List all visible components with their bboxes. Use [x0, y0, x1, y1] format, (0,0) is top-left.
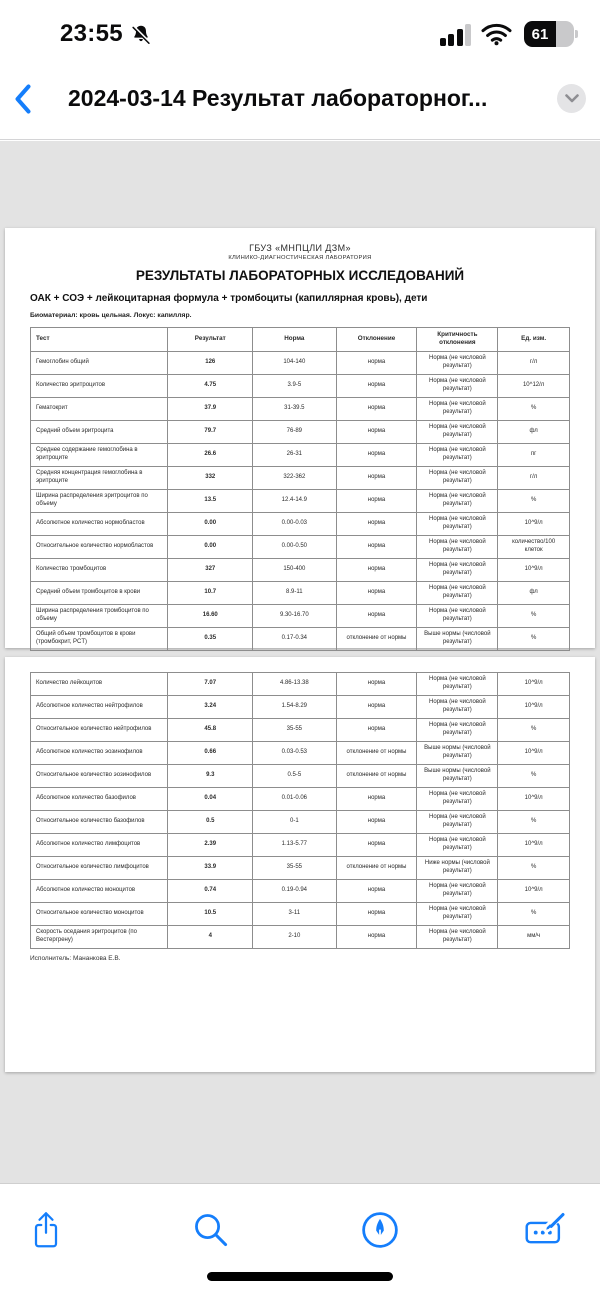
biomaterial-line: Биоматериал: кровь цельная. Локус: капилляр.: [30, 312, 192, 319]
cell-test: Количество лейкоцитов: [31, 673, 168, 696]
table-row: [31, 374, 570, 397]
cell-deviation: отклонение от нормы: [336, 765, 417, 788]
table-row: [31, 719, 570, 742]
cell-test: Скорость оседания эритроцитов (по Вестергрену): [31, 926, 168, 949]
cell-unit: %: [498, 397, 570, 420]
cell-norm: 35-55: [253, 719, 337, 742]
cell-criticality: Норма (не числовой результат): [417, 351, 498, 374]
lab-name: КЛИНИКО-ДИАГНОСТИЧЕСКАЯ ЛАБОРАТОРИЯ: [228, 255, 372, 261]
cell-norm: 322-362: [253, 466, 337, 489]
cell-norm: 0.00-0.03: [253, 512, 337, 535]
nav-bar: [0, 58, 600, 140]
col-norm: Норма: [253, 328, 337, 352]
cell-deviation: норма: [336, 903, 417, 926]
cell-criticality: Норма (не числовой результат): [417, 788, 498, 811]
cell-unit: %: [498, 903, 570, 926]
cell-result: 0.5: [168, 811, 253, 834]
cell-test: Средний объем тромбоцитов в крови: [31, 581, 168, 604]
cellular-signal-icon: [440, 23, 472, 46]
cell-criticality: Норма (не числовой результат): [417, 397, 498, 420]
col-deviation: Отклонение: [336, 328, 417, 352]
table-row: [31, 558, 570, 581]
cell-criticality: Норма (не числовой результат): [417, 903, 498, 926]
bottom-toolbar: [0, 1183, 600, 1300]
cell-unit: г/л: [498, 466, 570, 489]
cell-unit: %: [498, 811, 570, 834]
table-row: [31, 627, 570, 650]
cell-result: 26.6: [168, 443, 253, 466]
cell-norm: 0.17-0.34: [253, 627, 337, 650]
cell-result: 10.5: [168, 903, 253, 926]
table-row: [31, 397, 570, 420]
cell-test: Относительное количество нейтрофилов: [31, 719, 168, 742]
cell-deviation: норма: [336, 811, 417, 834]
table-row: [31, 742, 570, 765]
cell-test: Абсолютное количество нейтрофилов: [31, 696, 168, 719]
signature-icon: [524, 1212, 568, 1248]
cell-result: 7.07: [168, 673, 253, 696]
cell-unit: 10^9/л: [498, 788, 570, 811]
cell-unit: %: [498, 604, 570, 627]
share-icon: [31, 1211, 61, 1249]
back-button[interactable]: [14, 77, 50, 121]
cell-norm: 8.9-11: [253, 581, 337, 604]
cell-criticality: Выше нормы (числовой результат): [417, 627, 498, 650]
cell-deviation: норма: [336, 558, 417, 581]
signature-button[interactable]: [518, 1202, 574, 1258]
table-row: [31, 880, 570, 903]
battery-percent: 61: [524, 21, 556, 47]
cell-norm: 0.5-5: [253, 765, 337, 788]
cell-deviation: отклонение от нормы: [336, 627, 417, 650]
cell-deviation: норма: [336, 604, 417, 627]
cell-unit: %: [498, 719, 570, 742]
cell-deviation: норма: [336, 489, 417, 512]
cell-unit: мм/ч: [498, 926, 570, 949]
cell-deviation: норма: [336, 466, 417, 489]
table-row: [31, 765, 570, 788]
share-button[interactable]: [18, 1202, 74, 1258]
table-row: [31, 604, 570, 627]
status-bar: [0, 0, 600, 58]
cell-norm: 35-55: [253, 857, 337, 880]
cell-test: Абсолютное количество нормобластов: [31, 512, 168, 535]
cell-deviation: норма: [336, 351, 417, 374]
cell-criticality: Выше нормы (числовой результат): [417, 742, 498, 765]
chevron-left-icon: [14, 84, 31, 114]
cell-result: 3.24: [168, 696, 253, 719]
cell-test: Средний объем эритроцита: [31, 420, 168, 443]
table-row: [31, 788, 570, 811]
cell-norm: 12.4-14.9: [253, 489, 337, 512]
chevron-down-icon: [565, 94, 579, 103]
cell-result: 0.66: [168, 742, 253, 765]
cell-result: 33.9: [168, 857, 253, 880]
cell-unit: фл: [498, 581, 570, 604]
cell-norm: 26-31: [253, 443, 337, 466]
cell-result: 37.9: [168, 397, 253, 420]
cell-unit: 10^9/л: [498, 742, 570, 765]
cell-result: 13.5: [168, 489, 253, 512]
cell-criticality: Норма (не числовой результат): [417, 443, 498, 466]
search-button[interactable]: [183, 1202, 239, 1258]
org-name: ГБУЗ «МНПЦЛИ ДЗМ»: [249, 243, 351, 253]
document-page-1: [5, 228, 595, 648]
cell-unit: 10^9/л: [498, 696, 570, 719]
cell-criticality: Норма (не числовой результат): [417, 811, 498, 834]
table-row: [31, 489, 570, 512]
cell-unit: %: [498, 489, 570, 512]
cell-result: 0.04: [168, 788, 253, 811]
cell-norm: 1.54-8.29: [253, 696, 337, 719]
cell-test: Относительное количество нормобластов: [31, 535, 168, 558]
cell-deviation: норма: [336, 719, 417, 742]
cell-criticality: Норма (не числовой результат): [417, 558, 498, 581]
cell-deviation: норма: [336, 880, 417, 903]
cell-result: 0.00: [168, 512, 253, 535]
cell-deviation: норма: [336, 397, 417, 420]
cell-test: Количество тромбоцитов: [31, 558, 168, 581]
table-row: [31, 466, 570, 489]
wifi-icon: [480, 22, 513, 46]
cell-unit: 10^9/л: [498, 834, 570, 857]
cell-criticality: Норма (не числовой результат): [417, 604, 498, 627]
home-indicator[interactable]: [207, 1272, 393, 1281]
search-icon: [193, 1212, 229, 1248]
cell-criticality: Норма (не числовой результат): [417, 673, 498, 696]
cell-result: 45.8: [168, 719, 253, 742]
cell-result: 0.35: [168, 627, 253, 650]
cell-result: 2.39: [168, 834, 253, 857]
cell-criticality: Норма (не числовой результат): [417, 512, 498, 535]
table-row: [31, 834, 570, 857]
cell-unit: 10^9/л: [498, 673, 570, 696]
cell-norm: 76-89: [253, 420, 337, 443]
cell-criticality: Норма (не числовой результат): [417, 926, 498, 949]
cell-criticality: Норма (не числовой результат): [417, 374, 498, 397]
table-row: [31, 673, 570, 696]
document-page-2: [5, 657, 595, 1072]
cell-test: Гематокрит: [31, 397, 168, 420]
cell-deviation: норма: [336, 834, 417, 857]
table-row: [31, 903, 570, 926]
table-row: [31, 926, 570, 949]
cell-criticality: Норма (не числовой результат): [417, 420, 498, 443]
cell-unit: пг: [498, 443, 570, 466]
table-row: [31, 696, 570, 719]
cell-criticality: Норма (не числовой результат): [417, 466, 498, 489]
cell-test: Общий объем тромбоцитов в крови (тромбокрит, PCT): [31, 627, 168, 650]
cell-result: 9.3: [168, 765, 253, 788]
cell-deviation: норма: [336, 926, 417, 949]
cell-norm: 2-10: [253, 926, 337, 949]
cell-result: 0.00: [168, 535, 253, 558]
markup-pen-icon: [361, 1211, 399, 1249]
document-scroll-area[interactable]: [0, 141, 600, 1183]
cell-deviation: норма: [336, 581, 417, 604]
report-title: РЕЗУЛЬТАТЫ ЛАБОРАТОРНЫХ ИССЛЕДОВАНИЙ: [135, 268, 465, 283]
cell-test: Гемоглобин общий: [31, 351, 168, 374]
cell-unit: %: [498, 765, 570, 788]
title-menu-button[interactable]: [557, 84, 586, 113]
cell-test: Относительное количество эозинофилов: [31, 765, 168, 788]
table-header-row: [31, 328, 570, 352]
cell-result: 126: [168, 351, 253, 374]
cell-unit: 10^9/л: [498, 880, 570, 903]
cell-deviation: норма: [336, 696, 417, 719]
cell-test: Средняя концентрация гемоглобина в эритроците: [31, 466, 168, 489]
cell-deviation: норма: [336, 374, 417, 397]
cell-unit: %: [498, 857, 570, 880]
cell-norm: 0.03-0.53: [253, 742, 337, 765]
cell-norm: 4.86-13.38: [253, 673, 337, 696]
table-row: [31, 512, 570, 535]
cell-deviation: норма: [336, 673, 417, 696]
cell-unit: 10^9/л: [498, 558, 570, 581]
col-result: Результат: [168, 328, 253, 352]
cell-result: 10.7: [168, 581, 253, 604]
cell-deviation: отклонение от нормы: [336, 857, 417, 880]
cell-result: 327: [168, 558, 253, 581]
cell-deviation: норма: [336, 443, 417, 466]
table-row: [31, 420, 570, 443]
cell-criticality: Норма (не числовой результат): [417, 719, 498, 742]
cell-deviation: норма: [336, 535, 417, 558]
col-test: Тест: [31, 328, 168, 352]
cell-norm: 3.9-5: [253, 374, 337, 397]
cell-result: 4: [168, 926, 253, 949]
cell-deviation: отклонение от нормы: [336, 742, 417, 765]
cell-test: Абсолютное количество лимфоцитов: [31, 834, 168, 857]
cell-test: Абсолютное количество базофилов: [31, 788, 168, 811]
cell-criticality: Норма (не числовой результат): [417, 489, 498, 512]
cell-norm: 9.30-16.70: [253, 604, 337, 627]
cell-test: Ширина распределения эритроцитов по объему: [31, 489, 168, 512]
cell-test: Относительное количество моноцитов: [31, 903, 168, 926]
executor-line: Исполнитель: Мананкова Е.В.: [30, 955, 121, 962]
markup-button[interactable]: [352, 1202, 408, 1258]
cell-unit: 10^9/л: [498, 512, 570, 535]
cell-result: 79.7: [168, 420, 253, 443]
cell-deviation: норма: [336, 512, 417, 535]
col-unit: Ед. изм.: [498, 328, 570, 352]
cell-result: 4.75: [168, 374, 253, 397]
table-row: [31, 811, 570, 834]
cell-criticality: Выше нормы (числовой результат): [417, 765, 498, 788]
lab-results-table-2: [30, 672, 570, 949]
lab-results-table-1: [30, 327, 570, 651]
cell-norm: 3-11: [253, 903, 337, 926]
cell-criticality: Норма (не числовой результат): [417, 696, 498, 719]
status-time: 23:55: [60, 20, 123, 47]
cell-result: 0.74: [168, 880, 253, 903]
bell-slash-icon: [130, 23, 152, 45]
cell-norm: 150-400: [253, 558, 337, 581]
cell-test: Среднее содержание гемоглобина в эритроците: [31, 443, 168, 466]
cell-norm: 1.13-5.77: [253, 834, 337, 857]
cell-unit: 10^12/л: [498, 374, 570, 397]
cell-deviation: норма: [336, 420, 417, 443]
cell-norm: 0-1: [253, 811, 337, 834]
battery-icon: [524, 21, 578, 47]
panel-title: ОАК + СОЭ + лейкоцитарная формула + тромбоциты (капиллярная кровь), дети: [30, 293, 428, 304]
table-row: [31, 857, 570, 880]
table-row: [31, 535, 570, 558]
cell-test: Ширина распределения тромбоцитов по объему: [31, 604, 168, 627]
cell-norm: 0.01-0.06: [253, 788, 337, 811]
col-criticality: Критичность отклонения: [417, 328, 498, 352]
cell-criticality: Норма (не числовой результат): [417, 834, 498, 857]
cell-test: Абсолютное количество эозинофилов: [31, 742, 168, 765]
table-row: [31, 443, 570, 466]
cell-test: Относительное количество базофилов: [31, 811, 168, 834]
cell-unit: г/л: [498, 351, 570, 374]
table-row: [31, 351, 570, 374]
table-row: [31, 581, 570, 604]
cell-test: Количество эритроцитов: [31, 374, 168, 397]
cell-test: Абсолютное количество моноцитов: [31, 880, 168, 903]
cell-result: 16.60: [168, 604, 253, 627]
cell-result: 332: [168, 466, 253, 489]
cell-unit: фл: [498, 420, 570, 443]
cell-unit: %: [498, 627, 570, 650]
cell-norm: 0.00-0.50: [253, 535, 337, 558]
cell-criticality: Ниже нормы (числовой результат): [417, 857, 498, 880]
cell-criticality: Норма (не числовой результат): [417, 535, 498, 558]
cell-deviation: норма: [336, 788, 417, 811]
cell-test: Относительное количество лимфоцитов: [31, 857, 168, 880]
cell-norm: 104-140: [253, 351, 337, 374]
cell-unit: количество/100 клеток: [498, 535, 570, 558]
document-title: 2024-03-14 Результат лабораторног...: [68, 85, 488, 111]
cell-criticality: Норма (не числовой результат): [417, 581, 498, 604]
cell-norm: 31-39.5: [253, 397, 337, 420]
cell-norm: 0.19-0.94: [253, 880, 337, 903]
cell-criticality: Норма (не числовой результат): [417, 880, 498, 903]
